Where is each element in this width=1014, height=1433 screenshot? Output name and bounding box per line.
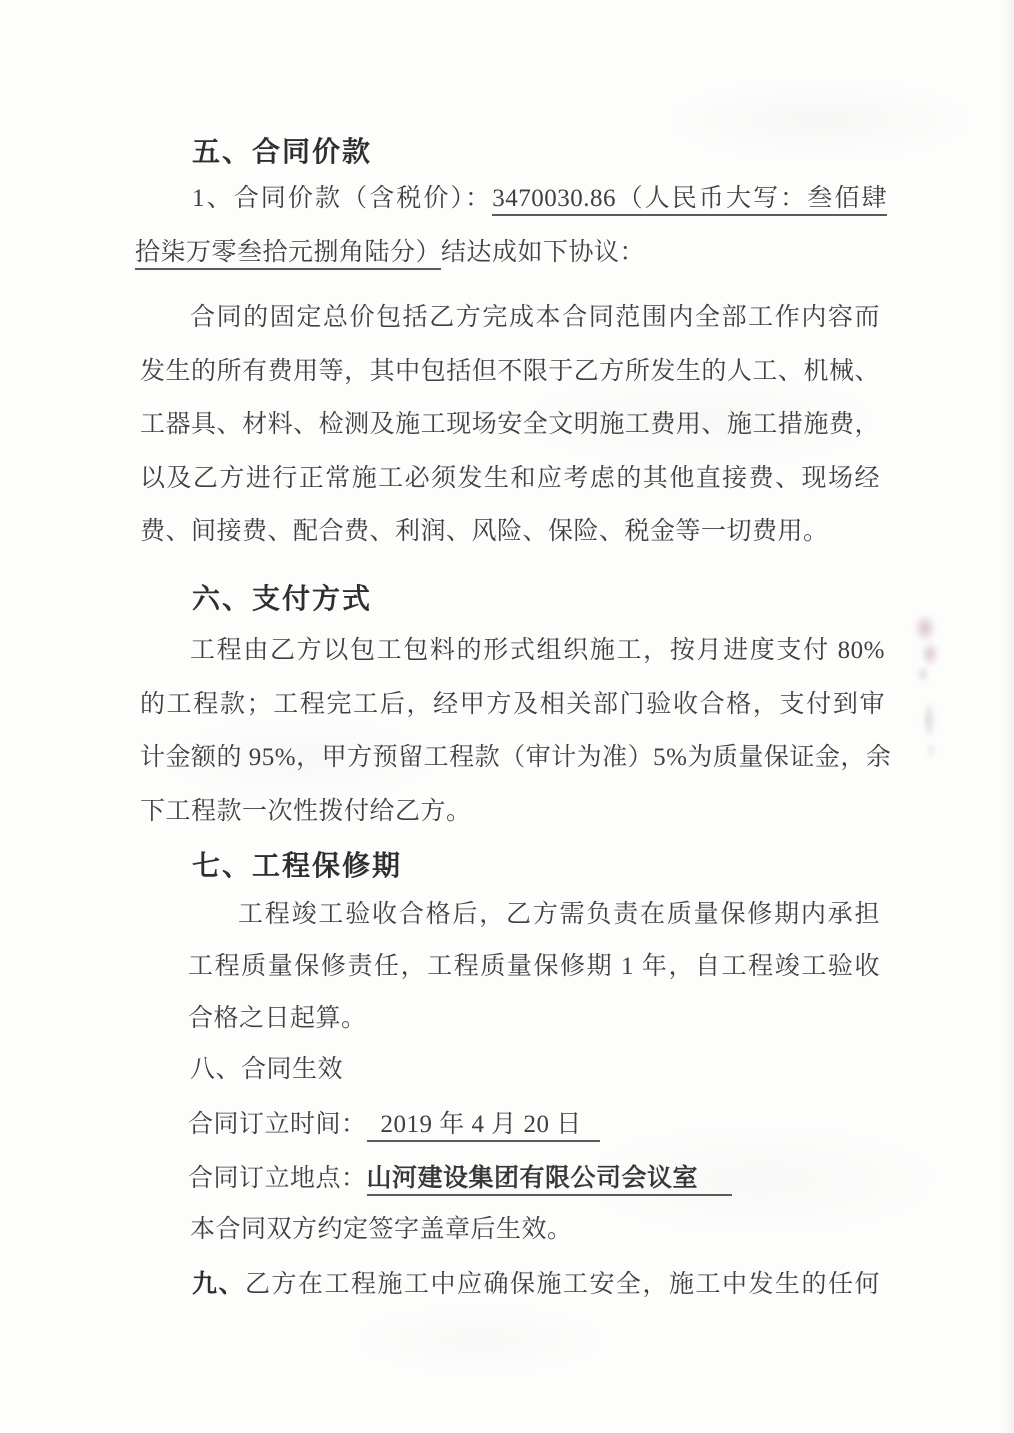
paragraph-line: 的工程款；工程完工后，经甲方及相关部门验收合格，支付到审	[140, 690, 885, 718]
paragraph-line: 合格之日起算。	[188, 1005, 367, 1032]
contract-place-line	[188, 1161, 732, 1196]
section9-text: 乙方在工程施工中应确保施工安全，施工中发生的任何	[245, 1271, 880, 1298]
contract-date-label: 合同订立时间：	[188, 1111, 367, 1138]
effectiveness-line: 本合同双方约定签字盖章后生效。	[190, 1216, 573, 1243]
section5-clause-continuation	[135, 236, 645, 270]
section5-clause-line	[192, 182, 887, 216]
paragraph-line: 工程由乙方以包工包料的形式组织施工，按月进度支付 80%	[190, 637, 885, 664]
paragraph-line: 工程竣工验收合格后，乙方需负责在质量保修期内承担	[238, 901, 880, 928]
section8-heading: 八、合同生效	[190, 1056, 344, 1083]
paragraph-line: 费、间接费、配合费、利润、风险、保险、税金等一切费用。	[140, 518, 829, 545]
section5-paragraph	[140, 291, 880, 559]
paragraph-line: 工程质量保修责任，工程质量保修期 1 年，自工程竣工验收	[188, 953, 880, 980]
paragraph-line: 计金额的 95%，甲方预留工程款（审计为准）5%为质量保证金，余	[140, 744, 892, 771]
contract-date-line	[188, 1108, 600, 1142]
section9-line	[192, 1267, 880, 1302]
section6-paragraph	[140, 624, 892, 838]
contract-price-value: 3470030.86（人民币大写：叁佰肆	[492, 185, 887, 216]
section7-heading: 七、工程保修期	[192, 850, 403, 881]
paragraph-line: 以及乙方进行正常施工必须发生和应考虑的其他直接费、现场经	[140, 464, 880, 492]
price-in-words-value: 拾柒万零叁拾元捌角陆分）	[135, 239, 441, 270]
paragraph-line: 下工程款一次性拨付给乙方。	[140, 797, 472, 825]
stamp-bleed-artifact	[903, 608, 949, 758]
paragraph-line: 合同的固定总价包括乙方完成本合同范围内全部工作内容而	[190, 304, 880, 331]
clause-continuation-text: 结达成如下协议：	[441, 239, 646, 266]
paragraph-line: 发生的所有费用等，其中包括但不限于乙方所发生的人工、机械、	[140, 357, 880, 385]
contract-place-value: 山河建设集团有限公司会议室	[367, 1164, 733, 1196]
contract-date-value: 2019 年 4 月 20 日	[367, 1111, 600, 1142]
contract-place-label: 合同订立地点：	[188, 1165, 367, 1192]
paragraph-line: 工器具、材料、检测及施工现场安全文明施工费用、施工措施费，	[140, 411, 880, 438]
section9-number: 九、	[192, 1270, 245, 1298]
section5-heading: 五、合同价款	[192, 136, 373, 167]
clause-label: 1、合同价款（含税价）：	[192, 185, 493, 212]
section6-heading: 六、支付方式	[192, 583, 373, 614]
section7-paragraph	[188, 889, 880, 1045]
